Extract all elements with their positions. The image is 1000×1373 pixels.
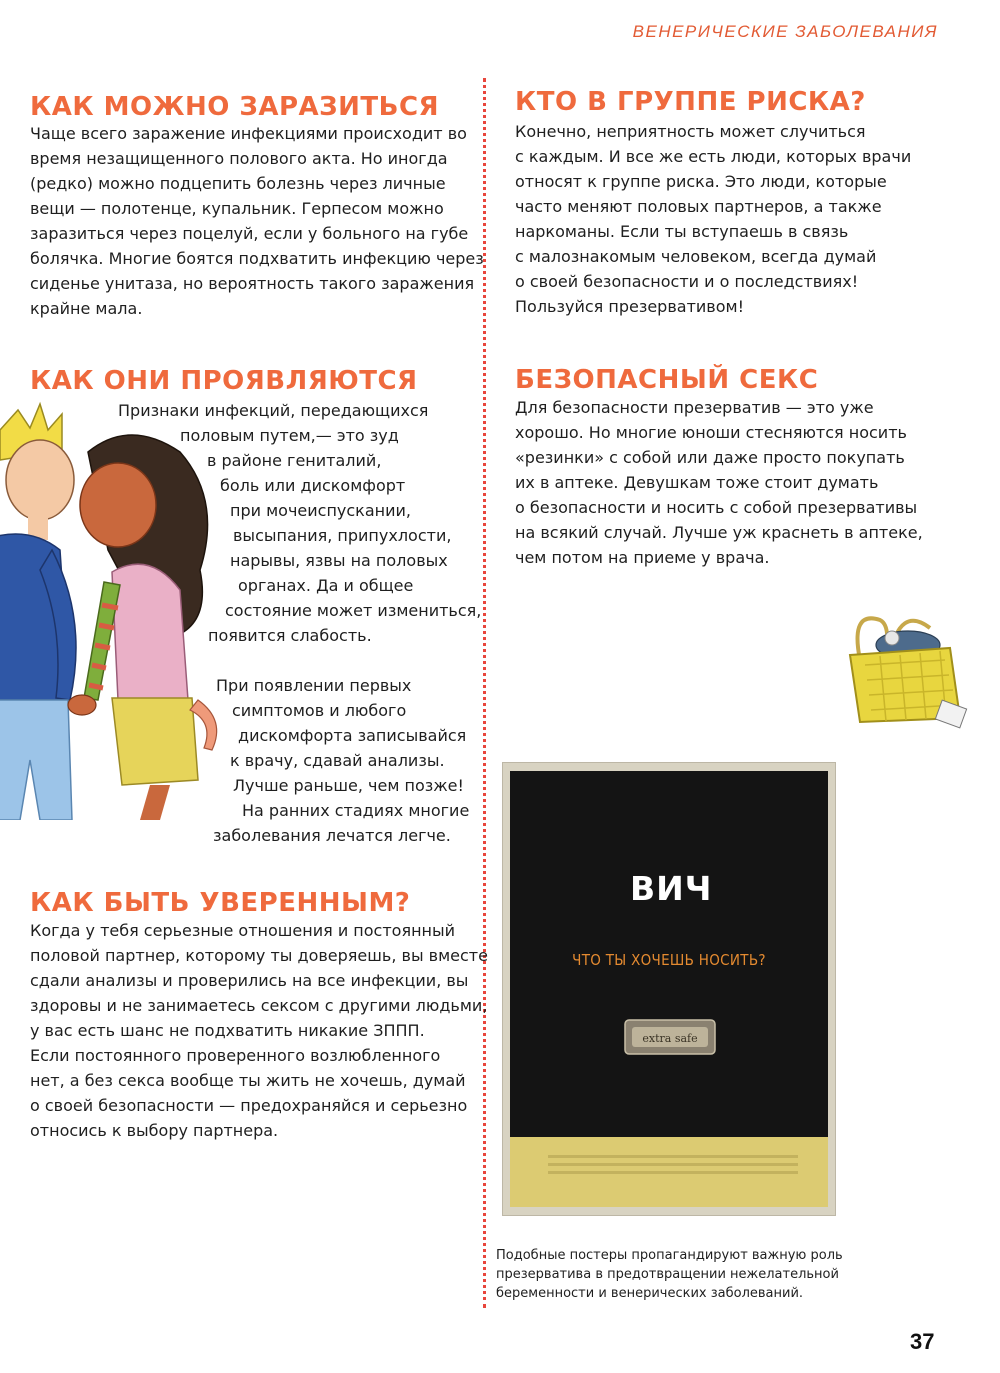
text-line: о безопасности и носить с собой презервативы (515, 498, 918, 517)
text-line: в районе гениталий, (207, 451, 382, 470)
text-line: заразиться через поцелуй, если у больного на губе (30, 224, 469, 243)
paragraph-risk-group (515, 119, 911, 319)
text-line: болячка. Многие боятся подхватить инфекцию через (30, 249, 484, 268)
text-line: к врачу, сдавай анализы. (230, 751, 445, 770)
text-line: появится слабость. (208, 626, 372, 645)
text-line: нет, а без секса вообще ты жить не хочешь, думай (30, 1071, 466, 1090)
text-line: Для безопасности презерватив — это уже (515, 398, 874, 417)
text-line: чем потом на приеме у врача. (515, 548, 770, 567)
text-line: крайне мала. (30, 299, 143, 318)
footer-line (548, 1155, 798, 1158)
heading-risk-group: КТО В ГРУППЕ РИСКА? (515, 87, 866, 117)
condom-packet-image (624, 1019, 716, 1055)
text-line: с каждым. И все же есть люди, которых врачи (515, 147, 912, 166)
poster-caption (496, 1246, 843, 1303)
text-line: Конечно, неприятность может случиться (515, 122, 866, 141)
poster-dark-panel (510, 771, 828, 1137)
text-line: о своей безопасности и о последствиях! (515, 272, 859, 291)
poster-question: ЧТО ТЫ ХОЧЕШЬ НОСИТЬ? (572, 951, 766, 969)
text-line: наркоманы. Если ты вступаешь в связь (515, 222, 849, 241)
text-line: время незащищенного полового акта. Но иногда (30, 149, 448, 168)
caption-line: презерватива в предотвращении нежелательной (496, 1267, 839, 1282)
page-number: 37 (910, 1329, 935, 1354)
text-line: Пользуйся презервативом! (515, 297, 744, 316)
text-line: симптомов и любого (232, 701, 407, 720)
running-head: ВЕНЕРИЧЕСКИЕ ЗАБОЛЕВАНИЯ (632, 22, 938, 41)
caption-line: беременности и венерических заболеваний. (496, 1286, 804, 1301)
text-line: дискомфорта записывайся (238, 726, 467, 745)
text-line: половым путем,— это зуд (180, 426, 399, 445)
handbag-illustration (820, 600, 980, 730)
text-line: нарывы, язвы на половых (230, 551, 448, 570)
text-line: у вас есть шанс не подхватить никакие ЗППП. (30, 1021, 425, 1040)
text-line: На ранних стадиях многие (242, 801, 470, 820)
hiv-poster (502, 762, 836, 1216)
text-line: вещи — полотенце, купальник. Герпесом можно (30, 199, 444, 218)
text-line: «резинки» с собой или даже просто покупать (515, 448, 905, 467)
text-line: Когда у тебя серьезные отношения и постоянный (30, 921, 456, 940)
text-line: При появлении первых (216, 676, 412, 695)
text-line: боль или дискомфорт (220, 476, 406, 495)
text-line: при мочеиспускании, (230, 501, 411, 520)
text-line: (редко) можно подцепить болезнь через личные (30, 174, 446, 193)
poster-footer-strip (510, 1137, 828, 1207)
poster-title: ВИЧ (630, 869, 713, 908)
footer-line (548, 1163, 798, 1166)
paragraph-how-infected (30, 121, 484, 321)
paragraph-how-to-be-sure (30, 918, 488, 1143)
heading-how-infected: КАК МОЖНО ЗАРАЗИТЬСЯ (30, 92, 440, 122)
text-line: здоровы и не занимаетесь сексом с другими людьми, (30, 996, 488, 1015)
text-line: с малознакомым человеком, всегда думай (515, 247, 877, 266)
paragraph-safe-sex (515, 395, 923, 570)
text-line: хорошо. Но многие юноши стесняются носить (515, 423, 907, 442)
text-line: сиденье унитаза, но вероятность такого заражения (30, 274, 475, 293)
text-line: часто меняют половых партнеров, а также (515, 197, 882, 216)
text-line: сдали анализы и проверились на все инфекции, вы (30, 971, 469, 990)
text-line: половой партнер, которому ты доверяешь, вы вместе (30, 946, 488, 965)
text-line: их в аптеке. Девушкам тоже стоит думать (515, 473, 879, 492)
text-line: заболевания лечатся легче. (213, 826, 451, 845)
text-line: относят к группе риска. Это люди, которые (515, 172, 887, 191)
packet-label: extra safe (642, 1032, 698, 1045)
heading-how-to-be-sure: КАК БЫТЬ УВЕРЕННЫМ? (30, 888, 411, 918)
text-line: Лучше раньше, чем позже! (233, 776, 464, 795)
heading-safe-sex: БЕЗОПАСНЫЙ СЕКС (515, 365, 819, 395)
caption-line: Подобные постеры пропагандируют важную роль (496, 1248, 843, 1263)
text-line: Если постоянного проверенного возлюбленного (30, 1046, 441, 1065)
text-line: на всякий случай. Лучше уж краснеть в аптеке, (515, 523, 923, 542)
text-line: Чаще всего заражение инфекциями происходит во (30, 124, 467, 143)
text-line: относись к выбору партнера. (30, 1121, 279, 1140)
text-line: высыпания, припухлости, (233, 526, 452, 545)
footer-line (548, 1171, 798, 1174)
text-line: состояние может измениться, (225, 601, 482, 620)
heading-symptoms: КАК ОНИ ПРОЯВЛЯЮТСЯ (30, 366, 418, 396)
text-line: Признаки инфекций, передающихся (118, 401, 429, 420)
text-line: органах. Да и общее (238, 576, 414, 595)
text-line: о своей безопасности — предохраняйся и серьезно (30, 1096, 468, 1115)
